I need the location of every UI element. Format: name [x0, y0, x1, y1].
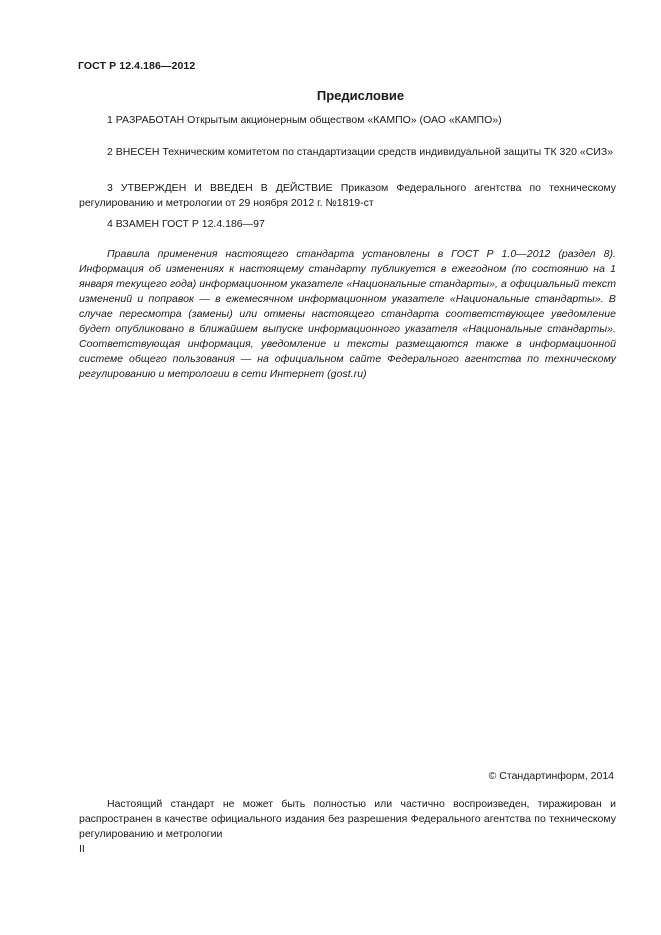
foreword-item-3: 3 УТВЕРЖДЕН И ВВЕДЕН В ДЕЙСТВИЕ Приказом Федерального агентства по техническому регулированию и метрологии от 29 ноября 2012 г. №1819-ст: [79, 182, 616, 209]
reproduction-legal-notice: Настоящий стандарт не может быть полностью или частично воспроизведен, тиражирован и распространен в качестве официального издания без разрешения Федерального агентства по техническому регулированию и метрологии: [79, 798, 616, 840]
page-number: II: [79, 843, 85, 855]
foreword-item-2: 2 ВНЕСЕН Техническим комитетом по стандартизации средств индивидуальной защиты ТК 320 «СИЗ»: [107, 146, 614, 158]
copyright-notice: © Стандартинформ, 2014: [488, 770, 614, 782]
standard-code-header: ГОСТ Р 12.4.186—2012: [78, 60, 196, 72]
page-title: Предисловие: [316, 88, 405, 103]
foreword-item-1: 1 РАЗРАБОТАН Открытым акционерным обществом «КАМПО» (ОАО «КАМПО»): [107, 114, 502, 126]
foreword-item-4: 4 ВЗАМЕН ГОСТ Р 12.4.186—97: [107, 218, 265, 230]
application-rules-note: Правила применения настоящего стандарта установлены в ГОСТ Р 1.0—2012 (раздел 8). Информация об изменениях к настоящему стандарту публикуется в ежегодном (по состоянию на 1 января текущего года) информационном указателе «Национальные стандарты», а официальный текст изменений и поправок — в ежемесячном информационном указателе «Национальные стандарты». В случае пересмотра (замены) или отмены настоящего стандарта соответствующее уведомление будет опубликовано в ближайшем выпуске информационного указателя «Национальные стандарты». Соответствующая информация, уведомление и тексты размещаются также в информационной системе общего пользования — на официальном сайте Федерального агентства по техническому регулированию и метрологии в сети Интернет (gost.ru): [79, 248, 616, 380]
